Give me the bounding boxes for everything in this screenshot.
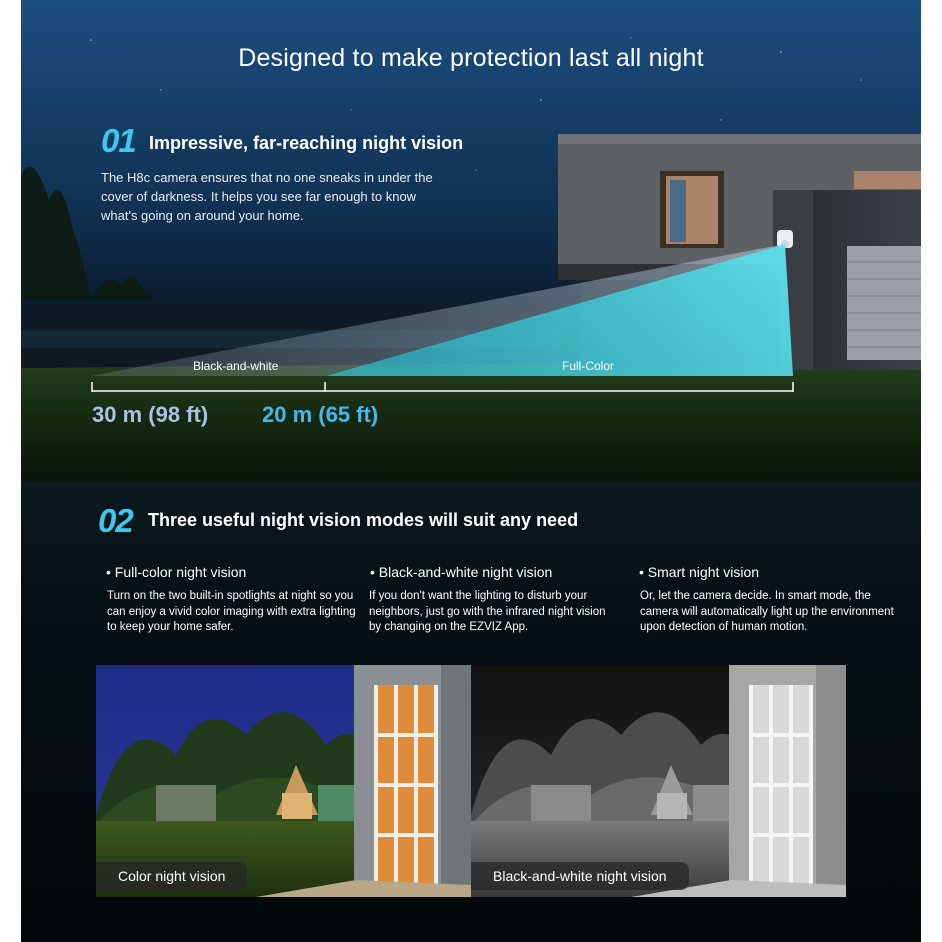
- color-night-caption: Color night vision: [96, 862, 247, 890]
- mode-bw-title-text: Black-and-white night vision: [378, 564, 553, 580]
- mode-bw-title: • Black-and-white night vision: [370, 564, 553, 580]
- section2-number: 02: [98, 502, 133, 539]
- section1-title: Impressive, far-reaching night vision: [149, 133, 464, 153]
- section2-title: Three useful night vision modes will suit any need: [148, 510, 579, 530]
- section1-number: 01: [101, 122, 136, 159]
- page-headline: Designed to make protection last all night: [238, 44, 704, 72]
- distance-color-value: 20 m (65 ft): [262, 402, 379, 427]
- distance-bw-value: 30 m (98 ft): [92, 402, 209, 427]
- mode-smart-description: Or, let the camera decide. In smart mode, the camera will automatically light up the environment upon detection of human motion.: [640, 590, 894, 633]
- bw-night-photo: [471, 665, 846, 897]
- mode-smart-title: • Smart night vision: [639, 564, 760, 580]
- promo-frame: [21, 0, 921, 942]
- mode-fullcolor-title: • Full-color night vision: [106, 564, 247, 580]
- color-night-photo: [96, 665, 471, 897]
- range-bw-label: Black-and-white: [193, 359, 279, 373]
- section1-description: The H8c camera ensures that no one sneaks in under the cover of darkness. It helps you see far enough to know what's going on around your home.: [101, 170, 433, 223]
- night-scene: [21, 0, 921, 482]
- range-color-label: Full-Color: [562, 359, 615, 373]
- mode-fullcolor-description: Turn on the two built-in spotlights at night so you can enjoy a vivid color imaging with extra lighting to keep your home safer.: [107, 590, 356, 633]
- mode-fullcolor-title-text: Full-color night vision: [114, 564, 247, 580]
- night-modes-section: [21, 482, 921, 942]
- mode-bw-description: If you don't want the lighting to disturb your neighbors, just go with the infrared night vision by changing on the EZVIZ App.: [369, 590, 606, 633]
- mode-smart-title-text: Smart night vision: [647, 564, 760, 580]
- bw-night-caption: Black-and-white night vision: [471, 862, 689, 890]
